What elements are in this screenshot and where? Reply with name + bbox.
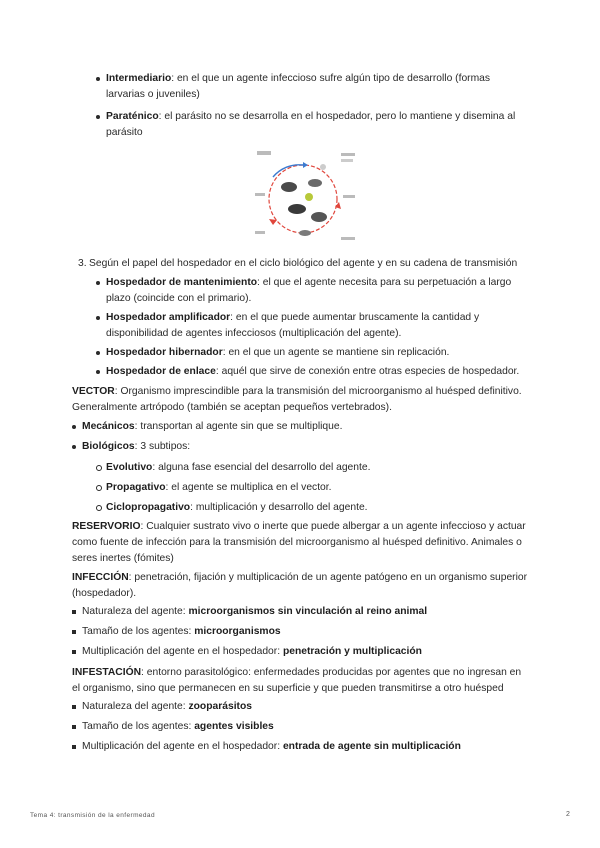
animal-illustration [308, 179, 322, 187]
animal-illustration [288, 204, 306, 214]
reservorio-paragraph: RESERVORIO: Cualquier sustrato vivo o inerte que puede albergar a un agente infeccioso y actuar como fuente de infección para la transmisión del microorganismo al huésped definitivo. Animales o seres inertes (fómites) [72, 521, 526, 564]
bullet-icon [72, 445, 76, 449]
list-item: Tamaño de los agentes: microorganismos [48, 624, 542, 640]
circle-bullet-icon [96, 505, 102, 511]
circle-bullet-icon [96, 465, 102, 471]
bullet-icon [72, 425, 76, 429]
list-item: Biológicos: 3 subtipos: [48, 439, 542, 455]
square-bullet-icon [72, 650, 76, 654]
list-item: Paraténico: el parásito no se desarrolla en el hospedador, pero lo mantiene y disemina al parásito [72, 109, 542, 141]
list-item: Hospedador amplificador: en el que puede aumentar bruscamente la cantidad y disponibilidad de agentes infecciosos (multiplicación del agente). [72, 310, 542, 342]
list-item: Propagativo: el agente se multiplica en el vector. [72, 480, 542, 496]
square-bullet-icon [72, 610, 76, 614]
square-bullet-icon [72, 630, 76, 634]
list-item: Naturaleza del agente: microorganismos sin vinculación al reino animal [48, 604, 542, 620]
item-number: 3. [78, 258, 87, 269]
list-item: Multiplicación del agente en el hospedador: penetración y multiplicación [48, 644, 542, 660]
square-bullet-icon [72, 745, 76, 749]
list-item: Naturaleza del agente: zooparásitos [48, 699, 542, 715]
list-item: Evolutivo: alguna fase esencial del desarrollo del agente. [72, 460, 542, 476]
list-item: Hospedador de enlace: aquél que sirve de conexión entre otras especies de hospedador. [72, 364, 542, 380]
vector-types-list [48, 419, 542, 455]
list-item: Multiplicación del agente en el hospedador: entrada de agente sin multiplicación [48, 739, 542, 755]
list-item: Mecánicos: transportan al agente sin que se multiplique. [48, 419, 542, 435]
infeccion-list [48, 604, 542, 660]
vector-illustration [305, 193, 313, 201]
vector-paragraph: VECTOR: Organismo imprescindible para la transmisión del microorganismo al huésped definitivo. Generalmente artrópodo (también se aceptan pequeños vertebrados). [72, 386, 522, 413]
life-cycle-diagram [253, 147, 359, 247]
bullet-icon [96, 115, 100, 119]
animal-illustration [299, 230, 311, 236]
host-role-list [72, 275, 542, 380]
bullet-icon [96, 281, 100, 285]
circle-bullet-icon [96, 485, 102, 491]
page-number: 2 [566, 811, 570, 818]
infeccion-paragraph: INFECCIÓN: penetración, fijación y multiplicación de un agente patógeno en un organismo superior (hospedador). [72, 572, 528, 599]
infestacion-list [48, 699, 542, 755]
list-item: Tamaño de los agentes: agentes visibles [48, 719, 542, 735]
numbered-item-3 [58, 256, 548, 272]
list-item: Hospedador de mantenimiento: el que el agente necesita para su perpetuación a largo plazo (coincide con el primario). [72, 275, 542, 307]
footer-title: Tema 4: transmisión de la enfermedad [30, 812, 155, 819]
square-bullet-icon [72, 705, 76, 709]
bullet-icon [96, 351, 100, 355]
bullet-icon [96, 370, 100, 374]
animal-illustration [281, 182, 297, 192]
item-3-heading: Según el papel del hospedador en el ciclo biológico del agente y en su cadena de transmisión [89, 258, 518, 269]
animal-illustration [311, 212, 327, 222]
bullet-icon [96, 316, 100, 320]
square-bullet-icon [72, 725, 76, 729]
infestacion-paragraph: INFESTACIÓN: entorno parasitológico: enfermedades producidas por agentes que no ingresan en el organismo, sino que permanecen en su superficie y que pueden transmitirse a otro huésped [72, 667, 522, 694]
bullet-icon [96, 77, 100, 81]
biological-subtypes-list [72, 460, 542, 516]
host-type-list [72, 71, 542, 141]
list-item: Hospedador hibernador: en el que un agente se mantiene sin replicación. [72, 345, 542, 361]
list-item: Intermediario: en el que un agente infeccioso sufre algún tipo de desarrollo (formas larvarias o juveniles) [72, 71, 542, 103]
list-item: Ciclopropagativo: multiplicación y desarrollo del agente. [72, 500, 542, 516]
